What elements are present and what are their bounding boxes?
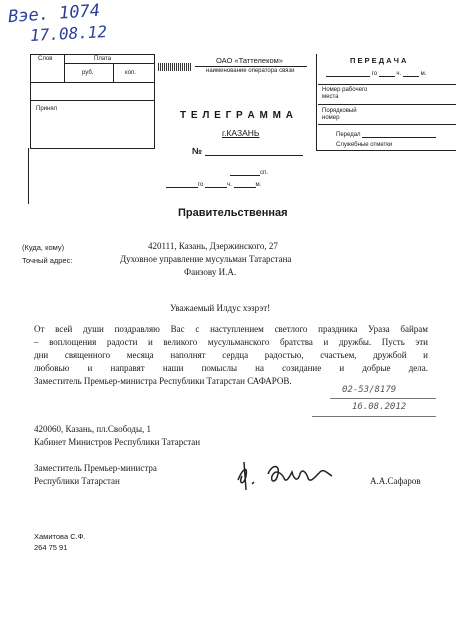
address-to-label: (Куда, кому) [22,243,65,252]
handwritten-reg-number: Вэе. 1074 [7,0,101,28]
message-line-5: Заместитель Премьер-министра Республики Татарстан САФАРОВ. [34,376,292,386]
telegram-city: г.КАЗАНЬ [222,128,260,138]
signer-position-1: Заместитель Премьер-министра [34,463,157,473]
address-line-1: 420111, Казань, Дзержинского, 27 [148,241,278,251]
signer-position-2: Республики Татарстан [34,476,120,486]
workplace-number-label: Номер рабочего места [322,87,368,100]
message-line-4: любовью и направят наши помыслы на созидание и добрые дела. [34,363,428,373]
telegram-number: № [192,146,303,156]
sender-address: 420060, Казань, пл.Свободы, 1 [34,424,152,434]
operator-name: ОАО «Таттелеком» [216,56,283,65]
address-line-2: Духовное управление мусульман Татарстана [120,254,292,264]
service-notes-label: Служебные отметки [336,142,393,148]
message-line-2: – воплощения радости и великого мусульманского братства и дружбы. Пусть эти [34,337,428,347]
transferred-label: Передал [336,130,436,138]
handwritten-signature [232,454,342,494]
message-line-3: дни священного месяца наполнят сердца радостью, счастьем, дружбой и [34,350,428,360]
message-salutation: Уважаемый Илдус хэзрэт! [170,303,271,313]
registration-stamp-number: 02-53/8179 [342,385,397,395]
transfer-time-row: го ч. м. [326,69,426,77]
signer-name: А.А.Сафаров [370,476,421,486]
kop-column-header: коп. [125,70,136,76]
received-label: Принял [36,106,58,112]
telegram-title: Т Е Л Е Г Р А М М А [180,110,294,121]
operator-logo [158,63,192,71]
message-line-1: От всей души поздравляю Вас с наступлением светлого праздника Ураза байрам [34,324,428,334]
telegram-date-row: го ч. м. [166,180,261,188]
serial-number-label: Порядковый номер [322,108,357,121]
handwritten-reg-date: 17.08.12 [29,21,108,46]
executor-phone: 264 75 91 [34,543,68,552]
operator-caption: наименование оператора связи [206,68,295,74]
telegram-sp: сп. [230,168,268,176]
registration-stamp-date: 16.08.2012 [352,402,407,412]
address-exact-label: Точный адрес: [22,256,73,265]
message-body [34,323,428,388]
telegram-form [30,54,456,230]
address-line-3: Фаизову И.А. [184,267,237,277]
fee-column-header: Плата [94,56,112,62]
telegram-category: Правительственная [178,207,288,219]
executor-name: Хамитова С.Ф. [34,532,86,541]
words-column-header: Слов [38,56,53,62]
rub-column-header: руб. [82,70,94,76]
sender-organization: Кабинет Министров Республики Татарстан [34,437,201,447]
transfer-title: П Е Р Е Д А Ч А [350,56,407,65]
